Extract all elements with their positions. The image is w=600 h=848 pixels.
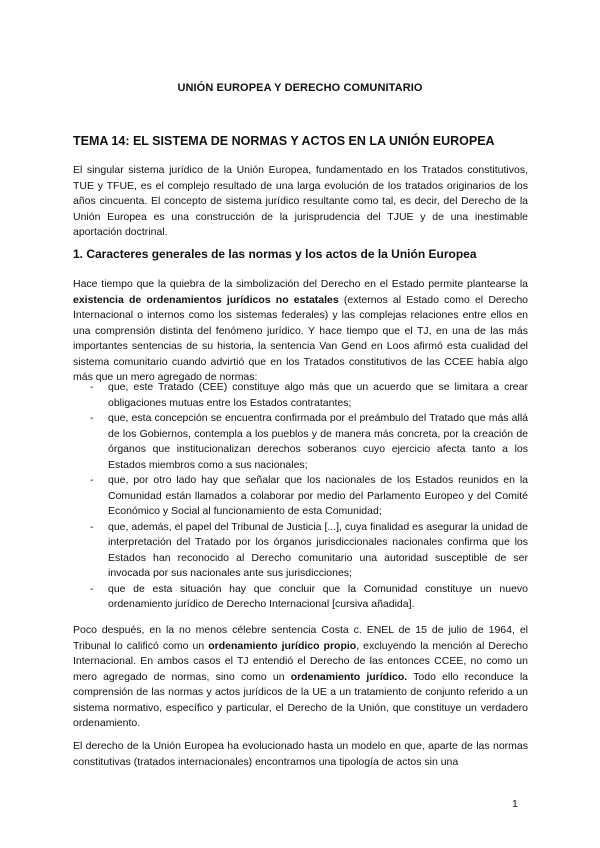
emphasis-text: ordenamiento jurídico. xyxy=(290,670,408,683)
list-item xyxy=(90,582,528,613)
tema-heading: TEMA 14: EL SISTEMA DE NORMAS Y ACTOS EN LA UNIÓN EUROPEA xyxy=(73,134,495,148)
list-item xyxy=(90,411,528,473)
paragraph-text: (externos al Estado como el Derecho Internacional o internos como los sistemas federales) y las complejas relaciones entre ellos en una comprensión distinta del fenómeno jurídico. Y hace tiempo que el TJ, en una de las más importantes sentencias de su historia, la sentencia Van Gend en Loos afirmó esta cualidad del sistema comunitario cuando advirtió que en los Tratados constitutivos de las CCEE había algo más que un mero agregado de normas: xyxy=(73,293,529,383)
list-item xyxy=(90,380,528,411)
list-item xyxy=(90,473,528,520)
list-item-text: que, por otro lado hay que señalar que los nacionales de los Estados reunidos en la Comunidad están llamados a colaborar por medio del Parlamento Europeo y del Comité Económico y Social al funcionamiento de esta Comunidad; xyxy=(108,474,528,517)
list-dash: - xyxy=(90,582,94,595)
list-item-text: que, esta concepción se encuentra confirmada por el preámbulo del Tratado que más allá de los Gobiernos, contempla a los pueblos y de manera más concreta, por la creación de órganos que institucionalizan derechos soberanos cuyo ejercicio afecta tanto a los Estados miembros como a sus nacionales; xyxy=(108,412,528,471)
paragraph-text: , excluyendo la mención al Derecho Internacional. En ambos casos el TJ entendió el Derecho de las entonces CCEE, no como un mero agregado de normas, sino como un xyxy=(73,639,528,683)
emphasis-text: existencia de ordenamientos jurídicos no estatales xyxy=(73,293,339,306)
section-1-heading: 1. Caracteres generales de las normas y los actos de la Unión Europea xyxy=(73,247,477,261)
list-dash: - xyxy=(90,474,94,486)
emphasis-text: ordenamiento jurídico propio xyxy=(208,639,357,652)
list-item xyxy=(90,520,528,582)
quote-list xyxy=(90,380,528,613)
paragraph-text: Poco después, en la no menos célebre sentencia Costa c. ENEL de 15 de julio de 1964, el Tribunal lo calificó como un xyxy=(73,624,528,652)
list-item-text: que de esta situación hay que concluir que la Comunidad constituye un nuevo ordenamiento jurídico de Derecho Internacional [cursiva añadida]. xyxy=(108,582,528,610)
paragraph-costa-enel xyxy=(73,623,528,732)
list-item-text: que, este Tratado (CEE) constituye algo más que un acuerdo que se limitara a crear obligaciones mutuas entre los Estados contratantes; xyxy=(108,381,528,409)
paragraph-evolution: El derecho de la Unión Europea ha evolucionado hasta un modelo en que, aparte de las normas constitutivas (tratados internacionales) encontramos una tipología de actos sin una xyxy=(73,740,528,768)
paragraph-text: Hace tiempo que la quiebra de la simbolización del Derecho en el Estado permite plantearse la xyxy=(73,278,528,290)
paragraph-text: Todo ello reconduce la comprensión de las normas y actos jurídicos de la UE a un tratamiento de conjunto referido a un sistema normativo, específico y particular, el Derecho de la Unión, que constituye un verdadero ordenamiento. xyxy=(73,670,528,729)
list-dash: - xyxy=(90,381,94,393)
page-number: 1 xyxy=(512,798,518,810)
intro-paragraph: El singular sistema jurídico de la Unión Europea, fundamentado en los Tratados constitutivos, TUE y TFUE, es el complejo resultado de una larga evolución de los tratados originarios de los años cincuenta. El concepto de sistema jurídico resultante como tal, es decir, del Derecho de la Unión Europea es una construcción de la jurisprudencia del TJUE y de una inestimable aportación doctrinal. xyxy=(73,164,528,238)
list-dash: - xyxy=(90,412,94,424)
paragraph-van-gend xyxy=(73,277,528,386)
document-title: UNIÓN EUROPEA Y DERECHO COMUNITARIO xyxy=(177,82,423,94)
list-dash: - xyxy=(90,520,94,533)
list-item-text: que, además, el papel del Tribunal de Justicia [...], cuya finalidad es asegurar la unidad de interpretación del Tratado por los órganos jurisdiccionales nacionales confirma que los Estados han reconocido al Derecho comunitario una autoridad susceptible de ser invocada por sus nacionales ante sus jurisdicciones; xyxy=(108,520,528,579)
